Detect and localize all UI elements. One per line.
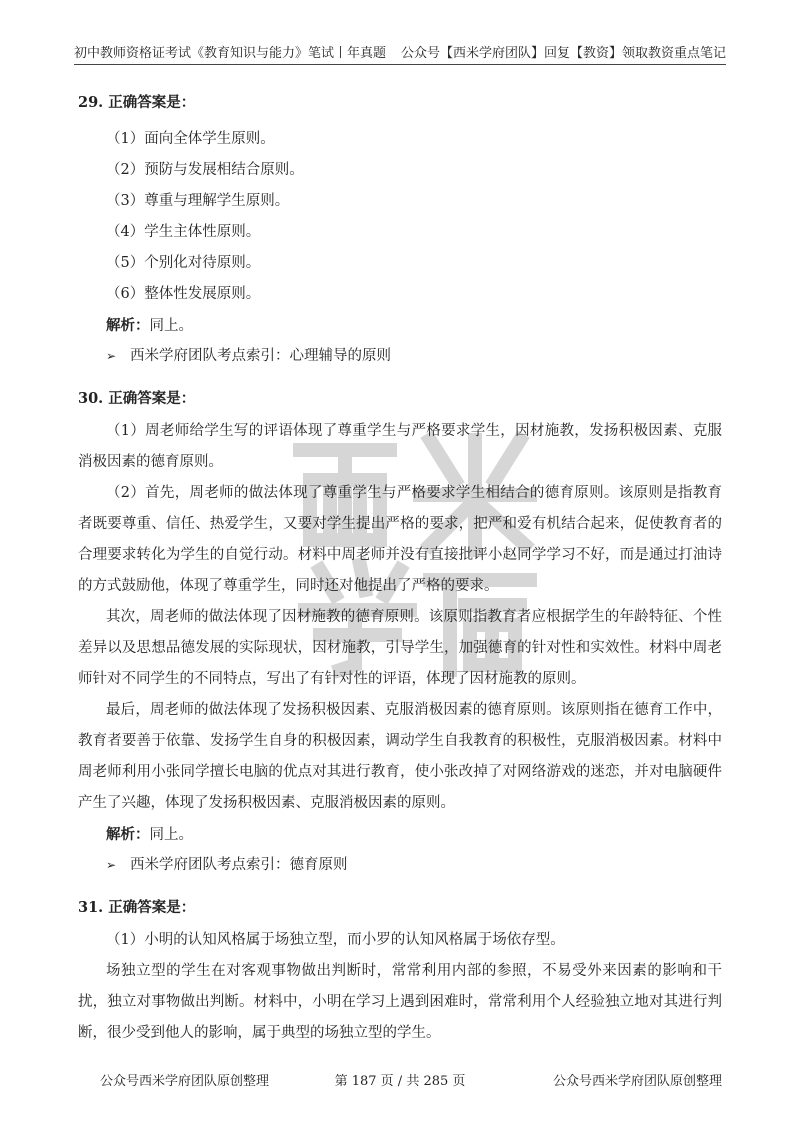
q29-answer-item: （6）整体性发展原则。 (106, 286, 261, 302)
q29-analysis (78, 310, 722, 341)
question-29 (78, 92, 722, 372)
q29-answer-item: （4）学生主体性原则。 (106, 224, 261, 240)
q31-paragraph: 场独立型的学生在对客观事物做出判断时，常常利用内部的参照，不易受外来因素的影响和干扰，独立对事物做出判断。材料中，小明在学习上遇到困难时，常常利用个人经验独立地对其进行判断，很少受到他人的影响，属于典型的场独立型的学生。 (78, 963, 722, 1041)
question-31 (78, 897, 722, 1049)
q30-paragraph: （2）首先，周老师的做法体现了尊重学生与严格要求学生相结合的德育原则。该原则是指教育者既要尊重、信任、热爱学生，又要对学生提出严格的要求，把严和爱有机结合起来，促使教育者的合理要求转化为学生的自觉行动。材料中周老师并没有直接批评小赵同学学习不好，而是通过打油诗的方式鼓励他，体现了尊重学生，同时还对他提出了严格的要求。 (78, 485, 722, 594)
question-30 (78, 388, 722, 881)
header-title: 初中教师资格证考试《教育知识与能力》笔试丨年真题 (74, 46, 387, 61)
page-number: 第 187 页 / 共 285 页 (334, 1074, 466, 1089)
q30-index-text: 西米学府团队考点索引：德育原则 (130, 857, 348, 873)
footer-left: 公众号西米学府团队原创整理 (100, 1074, 270, 1089)
page-header (74, 38, 726, 65)
q30-index-line (78, 850, 722, 881)
q30-analysis-label: 解析： (106, 826, 150, 843)
q29-answer-item: （1）面向全体学生原则。 (106, 131, 275, 147)
main-content (78, 92, 722, 1049)
q30-paragraph: （1）周老师给学生写的评语体现了尊重学生与严格要求学生，因材施教，发扬积极因素、克服消极因素的德育原则。 (78, 423, 722, 470)
arrowhead-bullet-icon: ➢ (106, 349, 117, 363)
q29-index-text: 西米学府团队考点索引：心理辅导的原则 (130, 348, 391, 364)
q30-analysis (78, 819, 722, 850)
question-29-title: 29. 正确答案是： (78, 94, 196, 111)
q30-paragraph: 最后，周老师的做法体现了发扬积极因素、克服消极因素的德育原则。该原则指在德育工作中，教育者要善于依靠、发扬学生自身的积极因素，调动学生自我教育的积极性，克服消极因素。材料中周老师利用小张同学擅长电脑的优点对其进行教育，使小张改掉了对网络游戏的迷恋，并对电脑硬件产生了兴趣，体现了发扬积极因素、克服消极因素的原则。 (78, 702, 722, 811)
q31-paragraph: （1）小明的认知风格属于场独立型，而小罗的认知风格属于场依存型。 (106, 932, 565, 948)
q30-analysis-text: 同上。 (149, 827, 193, 843)
q29-analysis-text: 同上。 (149, 318, 193, 334)
q29-answer-item: （5）个别化对待原则。 (106, 255, 261, 271)
q29-analysis-label: 解析： (106, 317, 150, 334)
page-footer (78, 1070, 722, 1092)
footer-right: 公众号西米学府团队原创整理 (552, 1074, 722, 1089)
question-31-title: 31. 正确答案是： (78, 899, 196, 916)
q30-paragraph: 其次，周老师的做法体现了因材施教的德育原则。该原则指教育者应根据学生的年龄特征、个性差异以及思想品德发展的实际现状，因材施教，引导学生，加强德育的针对性和实效性。材料中周老师针对不同学生的不同特点，写出了有针对性的评语，体现了因材施教的原则。 (78, 609, 722, 687)
arrowhead-bullet-icon: ➢ (106, 858, 117, 872)
question-30-title: 30. 正确答案是： (78, 390, 196, 407)
q29-answer-item: （2）预防与发展相结合原则。 (106, 162, 304, 178)
q29-answer-item: （3）尊重与理解学生原则。 (106, 193, 290, 209)
header-promo: 公众号【西米学府团队】回复【教资】领取教资重点笔记 (400, 46, 726, 61)
q29-index-line (78, 341, 722, 372)
